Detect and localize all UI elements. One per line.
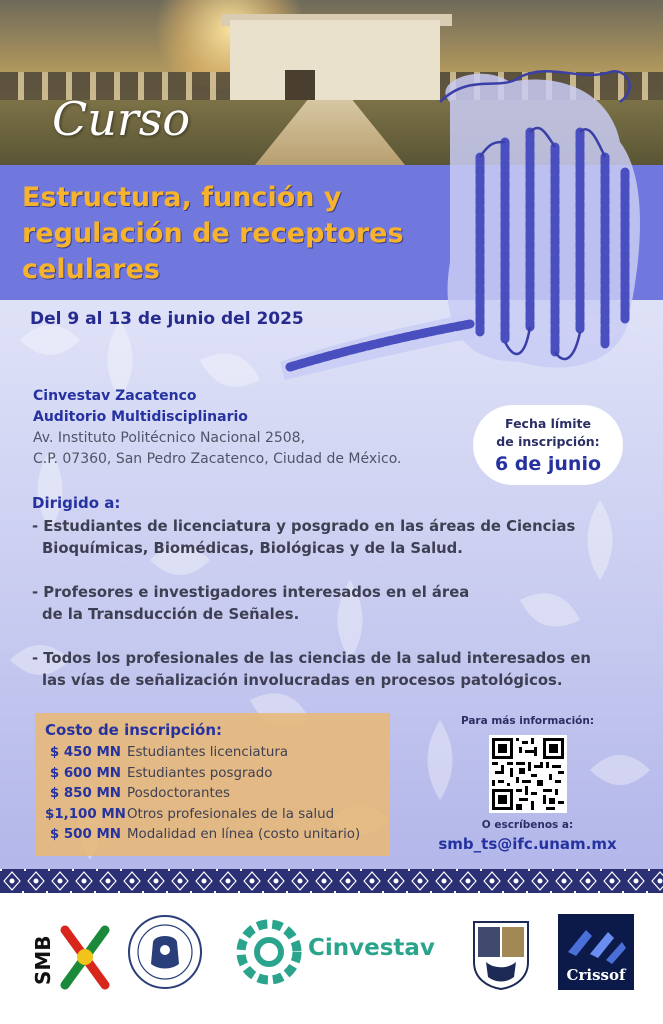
deadline-label-line-1: Fecha límite bbox=[505, 416, 591, 431]
cost-row bbox=[45, 805, 380, 826]
cost-label: Otros profesionales de la salud bbox=[127, 806, 335, 822]
cost-price: $ 600 MN bbox=[49, 765, 121, 781]
audience-item-1-line-2: Bioquímicas, Biomédicas, Biológicas y de la Salud. bbox=[42, 540, 463, 557]
qr-code-icon bbox=[492, 738, 564, 810]
cost-label: Posdoctorantes bbox=[127, 786, 230, 801]
cost-heading: Costo de inscripción: bbox=[45, 721, 223, 739]
cost-row bbox=[45, 743, 380, 764]
smb-logo-text: SMB bbox=[31, 935, 55, 985]
crissof-logo bbox=[556, 912, 636, 992]
decorative-border bbox=[0, 869, 663, 893]
course-dates: Del 9 al 13 de junio del 2025 bbox=[30, 309, 304, 329]
audience-section bbox=[32, 492, 632, 714]
cost-row bbox=[45, 764, 380, 785]
cinvestav-logo-text: Cinvestav bbox=[308, 935, 435, 961]
cinvestav-icon bbox=[234, 917, 304, 987]
university-seal-logo bbox=[125, 912, 205, 992]
course-title-line-1: Estructura, función y bbox=[22, 182, 342, 213]
registration-cost-box bbox=[35, 713, 390, 856]
audience-item-3-line-1: - Todos los profesionales de las ciencias de la salud interesados en bbox=[32, 650, 591, 667]
cost-price: $ 850 MN bbox=[49, 786, 121, 801]
border-pattern bbox=[0, 869, 663, 893]
audience-item bbox=[32, 648, 632, 692]
receptor-protein-illustration bbox=[280, 62, 660, 392]
cost-price: $1,100 MN bbox=[45, 806, 126, 822]
deadline-label-line-2: de inscripción: bbox=[496, 434, 600, 449]
cost-row bbox=[45, 784, 380, 805]
audience-item bbox=[32, 516, 632, 560]
contact-email-link[interactable]: smb_ts@ifc.unam.mx bbox=[438, 835, 617, 853]
more-info-label: Para más información: bbox=[460, 715, 595, 727]
venue-room: Auditorio Multidisciplinario bbox=[33, 409, 248, 425]
audience-item-1-line-1: - Estudiantes de licenciatura y posgrado en las áreas de Ciencias bbox=[32, 518, 576, 535]
venue-block bbox=[33, 386, 401, 470]
deadline-date: 6 de junio bbox=[494, 453, 602, 475]
course-title-line-2: regulación de receptores bbox=[22, 218, 404, 249]
audience-item-2-line-1: - Profesores e investigadores interesados en el área bbox=[32, 584, 470, 601]
cost-label: Modalidad en línea (costo unitario) bbox=[127, 827, 361, 842]
cost-price: $ 450 MN bbox=[49, 745, 121, 760]
cost-price: $ 500 MN bbox=[49, 827, 121, 842]
course-label: Curso bbox=[52, 92, 191, 146]
course-title-line-3: celulares bbox=[22, 254, 160, 285]
contact-block bbox=[420, 715, 635, 853]
registration-deadline-badge bbox=[473, 405, 623, 485]
cost-label: Estudiantes posgrado bbox=[127, 765, 273, 781]
venue-name: Cinvestav Zacatenco bbox=[33, 388, 197, 404]
audience-item-2-line-2: de la Transducción de Señales. bbox=[42, 606, 300, 623]
smb-logo bbox=[30, 915, 110, 995]
audience-item-3-line-2: las vías de señalización involucradas en procesos patológicos. bbox=[42, 672, 563, 689]
crissof-logo-text: Crissof bbox=[566, 966, 626, 984]
cost-row bbox=[45, 825, 380, 846]
write-us-label: O escríbenos a: bbox=[481, 819, 574, 831]
venue-address-line-2: C.P. 07360, San Pedro Zacatenco, Ciudad de México. bbox=[33, 451, 402, 467]
cost-label: Estudiantes licenciatura bbox=[127, 745, 289, 760]
qr-code[interactable] bbox=[489, 735, 567, 813]
venue-address-line-1: Av. Instituto Politécnico Nacional 2508, bbox=[33, 430, 306, 446]
unam-shield-logo bbox=[466, 917, 536, 992]
audience-item bbox=[32, 582, 632, 626]
audience-heading: Dirigido a: bbox=[32, 494, 121, 512]
